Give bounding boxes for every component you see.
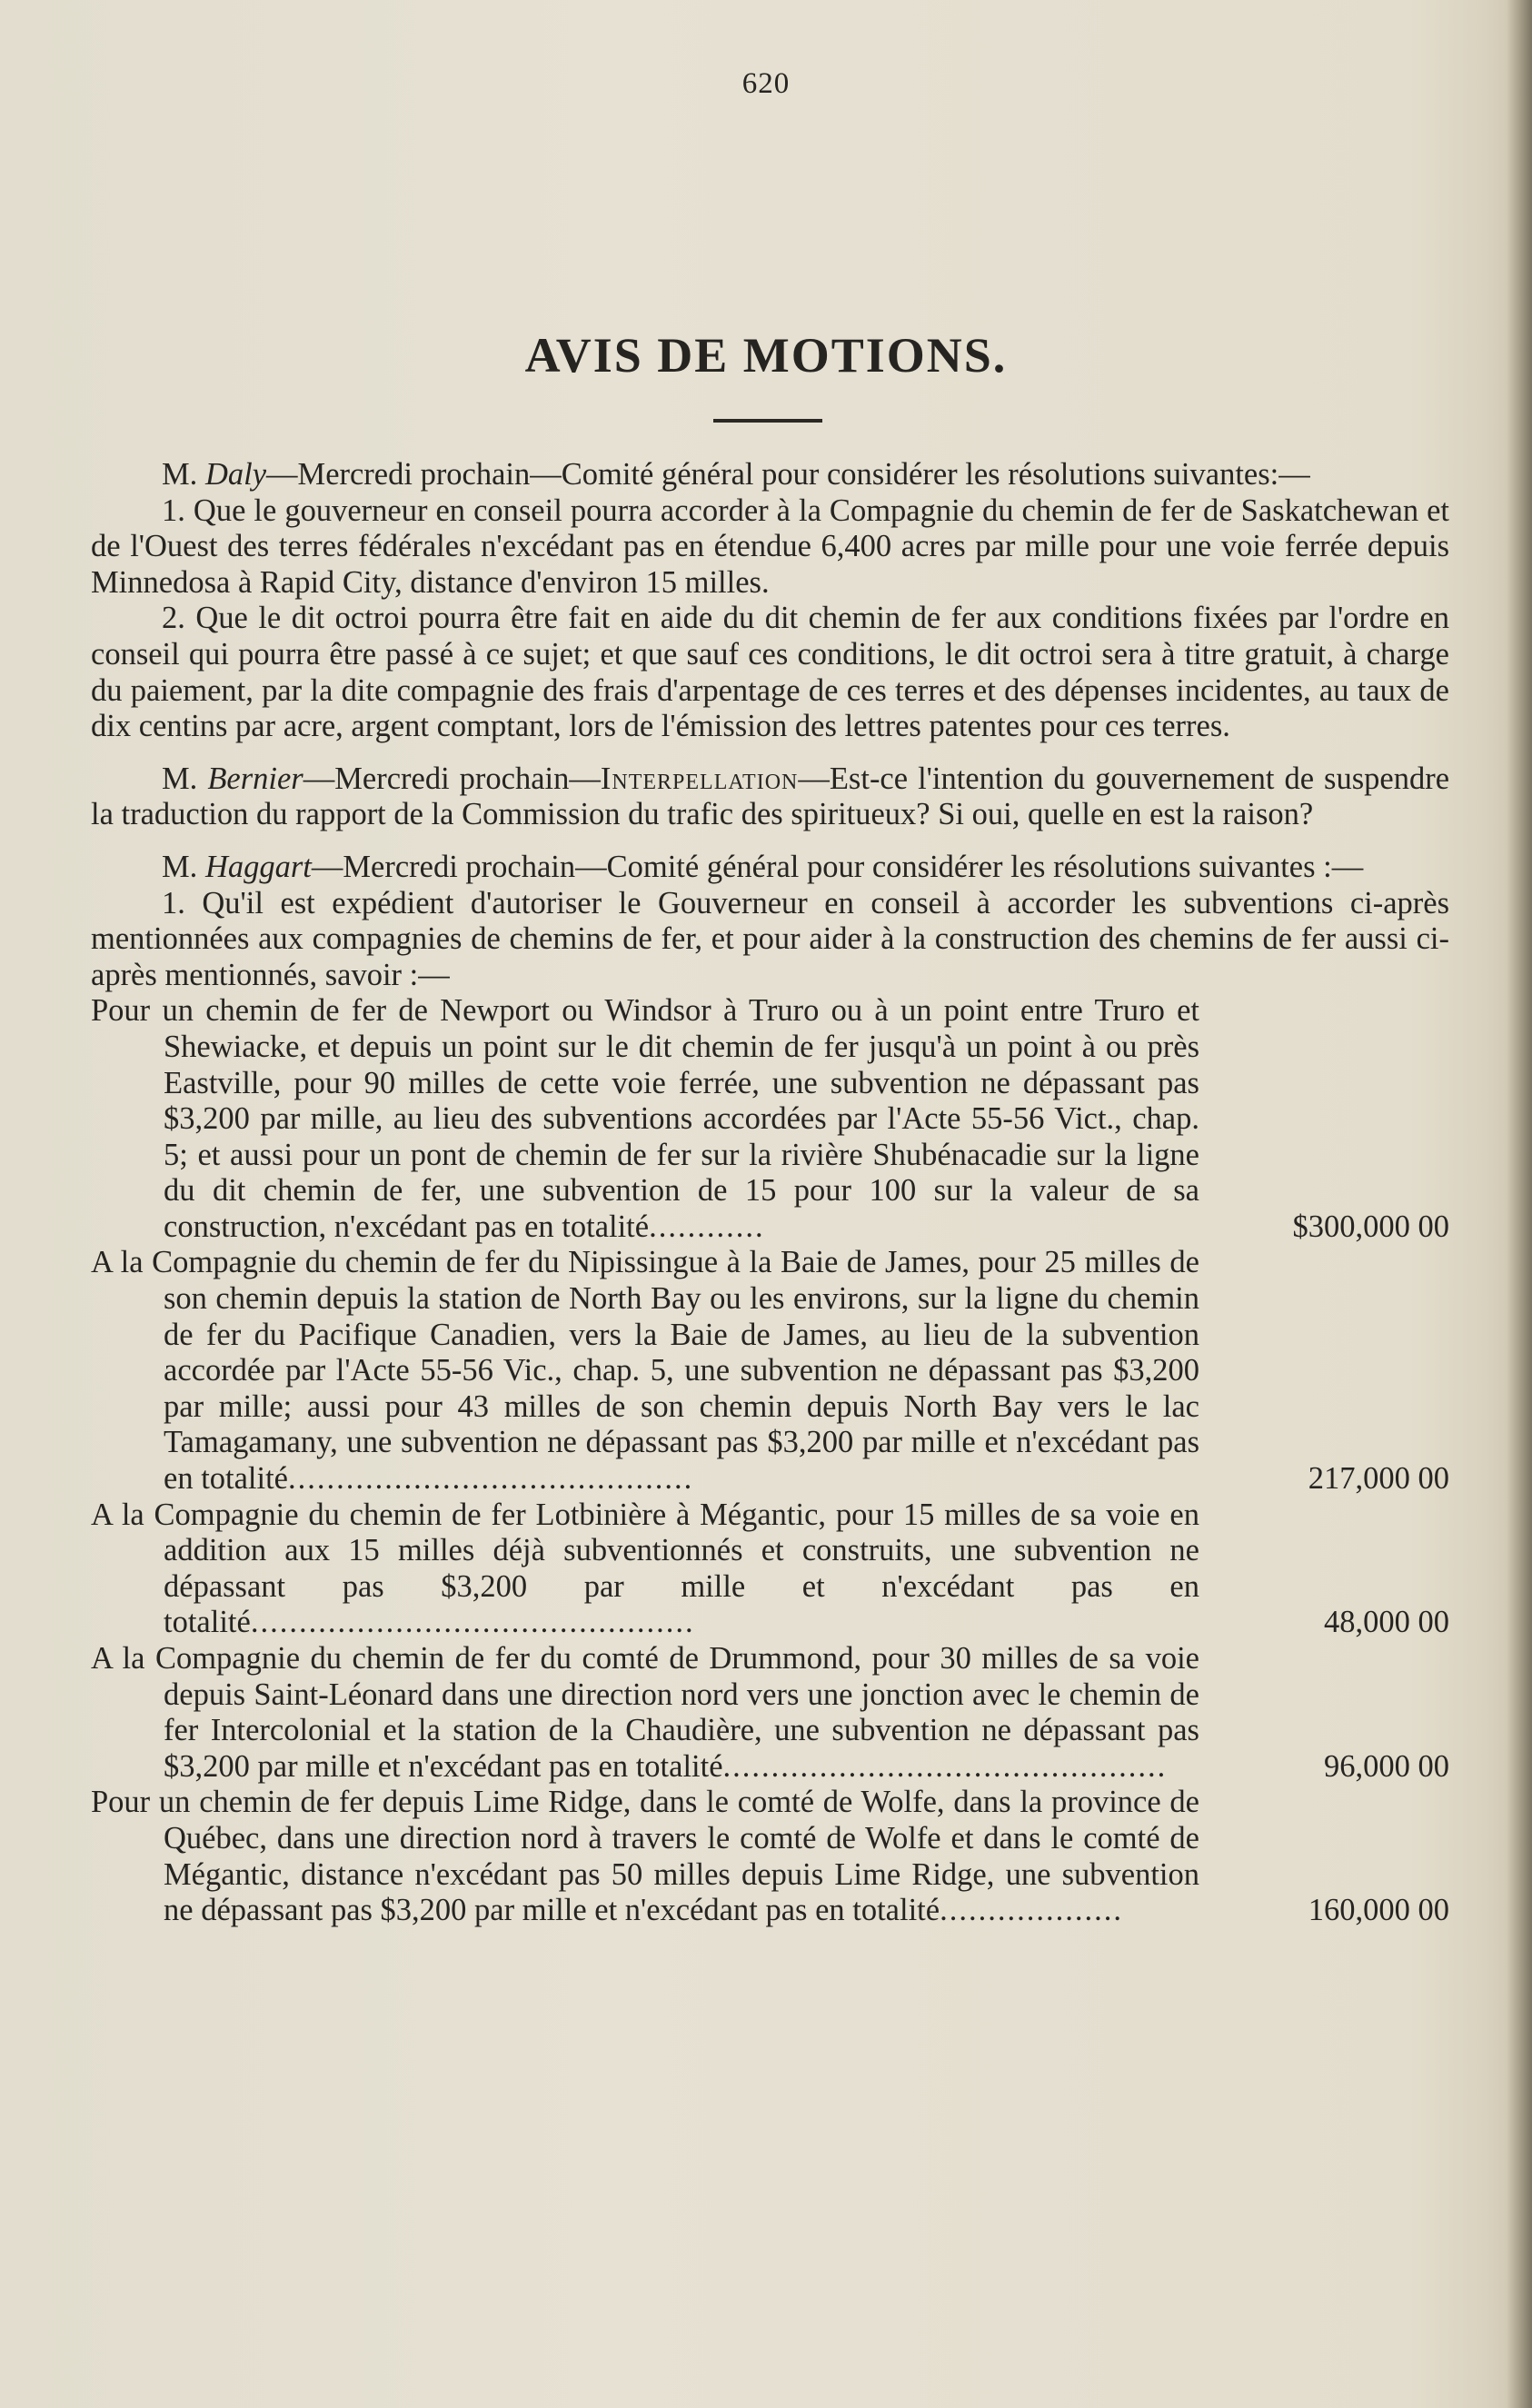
subsidy-amount: $300,000 00 xyxy=(1292,1209,1449,1244)
subsidy-amount: 96,000 00 xyxy=(1324,1748,1449,1784)
resolution-paragraph: 1. Qu'il est expédient d'autoriser le Gouverneur en conseil à accorder les subventions ci-après mentionnées aux compagnies de chemins de fer, et pour aider à la construction des chemins de fer aussi ci-après mentionnés, savoir :— xyxy=(91,885,1449,992)
motion-text: —Est-ce l'intention du gouvernement de suspendre la traduction du rapport de la Commission du trafic des spiritueux? Si oui, quelle en est la raison? xyxy=(91,761,1450,832)
subsidy-item xyxy=(91,1785,1449,1928)
subsidy-text: Pour un chemin de fer depuis Lime Ridge, dans le comté de Wolfe, dans la province de Québec, dans une direction nord à travers le comté de Wolfe et dans le comté de Mégantic, distance n'excédant pas 50 milles depuis Lime Ridge, une subvention ne dépassant pas $3,200 par mille et n'excédant pas en totalité xyxy=(91,1785,1199,1928)
member-prefix: M. xyxy=(162,457,198,492)
document-body xyxy=(91,457,1449,1929)
member-prefix: M. xyxy=(162,849,198,884)
member-name: Bernier xyxy=(207,761,303,796)
member-name: Haggart xyxy=(204,849,312,884)
subsidy-item xyxy=(91,993,1449,1245)
subsidy-amount: 160,000 00 xyxy=(1308,1893,1449,1928)
subsidy-text: A la Compagnie du chemin de fer du comté de Drummond, pour 30 milles de sa voie depuis Saint-Léonard dans une direction nord vers une jonction avec le chemin de fer Intercolonial et la station de la Chaudière, une subvention ne dépassant pas $3,200 par mille et n'excédant pas en totalité xyxy=(91,1641,1199,1784)
subsidy-text: A la Compagnie du chemin de fer Lotbinière à Mégantic, pour 15 milles de sa voie en addition aux 15 milles déjà subventionnés et construits, une subvention ne dépassant pas $3,200 par mille et n'excédant pas en totalité xyxy=(91,1497,1199,1640)
leader-dots: ................... xyxy=(940,1893,1123,1928)
subsidy-item xyxy=(91,1245,1449,1497)
leader-dots: .............................................. xyxy=(250,1605,695,1640)
heading-rule xyxy=(713,419,822,423)
subsidy-item xyxy=(91,1641,1449,1785)
subsidy-item xyxy=(91,1498,1449,1641)
member-prefix: M. xyxy=(162,761,198,796)
subsidy-text: Pour un chemin de fer de Newport ou Windsor à Truro ou à un point entre Truro et Shewiacke, et depuis un point sur le dit chemin de fer jusqu'à un point à ou près Eastville, pour 90 milles de cette voie ferrée, une subvention ne dépassant pas $3,200 par mille, au lieu des subventions accordées par l'Acte 55-56 Vict., chap. 5; et aussi pour un pont de chemin de fer sur la rivière Shubénacadie sur la ligne du dit chemin de fer, une subvention de 15 pour 100 sur la valeur de sa construction, n'excédant pas en totalité xyxy=(91,993,1199,1244)
motion-haggart xyxy=(91,850,1449,886)
leader-dots: ............ xyxy=(649,1209,765,1244)
section-heading: AVIS DE MOTIONS. xyxy=(524,328,1008,383)
subsidy-text: A la Compagnie du chemin de fer du Nipissingue à la Baie de James, pour 25 milles de son chemin depuis la station de North Bay ou les environs, sur la ligne du chemin de fer du Pacifique Canadien, vers la Baie de James, au lieu de la subvention accordée par l'Acte 55-56 Vic., chap. 5, une subvention ne dépassant pas $3,200 par mille; aussi pour 43 milles de son chemin depuis North Bay vers le lac Tamagamany, une subvention ne dépassant pas $3,200 par mille et n'excédant pas en totalité xyxy=(91,1245,1199,1497)
page-number: 620 xyxy=(741,67,791,100)
interpellation-label: Interpellation xyxy=(600,761,799,796)
subsidy-amount: 48,000 00 xyxy=(1324,1605,1449,1640)
motion-bernier xyxy=(91,761,1449,833)
motion-intro: —Mercredi prochain—Comité général pour considérer les résolutions suivantes:— xyxy=(266,457,1310,492)
resolution-paragraph: 2. Que le dit octroi pourra être fait en aide du dit chemin de fer aux conditions fixées par l'ordre en conseil qui pourra être passé à ce sujet; et que sauf ces conditions, le dit octroi sera à titre gratuit, à charge du paiement, par la dite compagnie des frais d'arpentage de ces terres et des dépenses incidentes, au taux de dix centins par acre, argent comptant, lors de l'émission des lettres patentes pour ces terres. xyxy=(91,601,1449,744)
subsidy-amount: 217,000 00 xyxy=(1308,1461,1449,1497)
resolution-paragraph: 1. Que le gouverneur en conseil pourra accorder à la Compagnie du chemin de fer de Saskatchewan et de l'Ouest des terres fédérales n'excédant pas en étendue 6,400 acres par mille pour une voie ferrée depuis Minnedosa à Rapid City, distance d'environ 15 milles. xyxy=(91,493,1449,600)
motion-daly xyxy=(91,457,1449,493)
leader-dots: .............................................. xyxy=(722,1748,1168,1784)
leader-dots: .......................................... xyxy=(288,1461,694,1497)
motion-text: —Mercredi prochain— xyxy=(303,761,601,796)
member-name: Daly xyxy=(204,457,267,492)
motion-intro: —Mercredi prochain—Comité général pour considérer les résolutions suivantes :— xyxy=(311,849,1364,884)
